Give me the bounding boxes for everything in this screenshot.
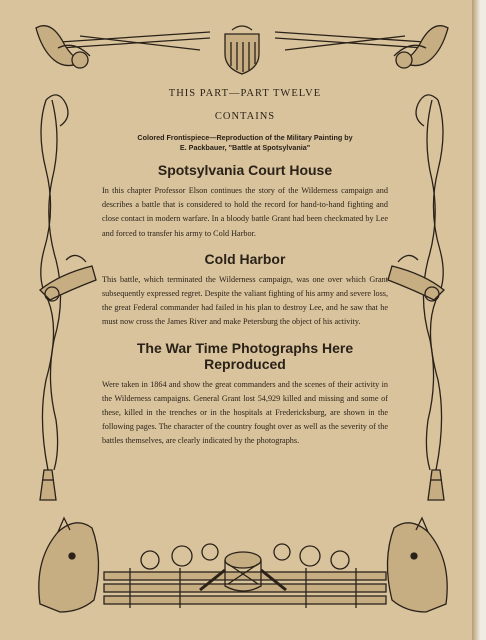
fence-icon xyxy=(104,568,386,608)
contains-heading: CONTAINS xyxy=(214,111,276,122)
horse-head-icon xyxy=(387,518,447,612)
frontispiece-line-1: Colored Frontispiece—Reproduction of the Military Painting by xyxy=(137,133,353,142)
bugle-icon xyxy=(388,255,444,301)
bugle-icon xyxy=(40,255,96,301)
tassel-icon xyxy=(428,470,444,500)
tassel-icon xyxy=(40,470,56,500)
frontispiece-line-2: E. Packbauer, "Battle at Spotsylvania" xyxy=(179,143,311,152)
frontispiece-note xyxy=(100,133,390,153)
section-body: This battle, which terminated the Wilderness campaign, was one over which Grant subsequently expressed regret. Despite the valiant fighting of his army and severe loss, the great Federal commander had failed in his plan to destroy Lee, and he saw that he must now cross the James River and make Petersburg the object of his activity. xyxy=(102,274,388,327)
section-body: Were taken in 1864 and show the great commanders and the scenes of their activity in the Wilderness campaigns. General Grant lost 54,929 killed and missing and some of these, killed in the trenches or in the hospitals at Fredericksburg, are shown in the following pages. The character of the country fought over as well as the severity of the battles themselves, are clearly indicated by the photographs. xyxy=(102,379,388,446)
horse-head-icon xyxy=(39,518,99,612)
section-body: In this chapter Professor Elson continues the story of the Wilderness campaign and describes a battle that is considered to hold the record for hand-to-hand fighting and close contact in modern warfare. In a bloody battle Grant had been checkmated by Lee and forced to transfer his army to Cold Harbor. xyxy=(102,186,388,238)
text-block xyxy=(100,88,390,459)
shield-icon xyxy=(225,26,259,74)
section-title: Cold Harbor xyxy=(204,250,286,267)
section-title: The War Time Photographs Here Reproduced xyxy=(136,339,354,372)
part-heading: THIS PART—PART TWELVE xyxy=(168,88,322,99)
section-title: Spotsylvania Court House xyxy=(157,162,333,178)
